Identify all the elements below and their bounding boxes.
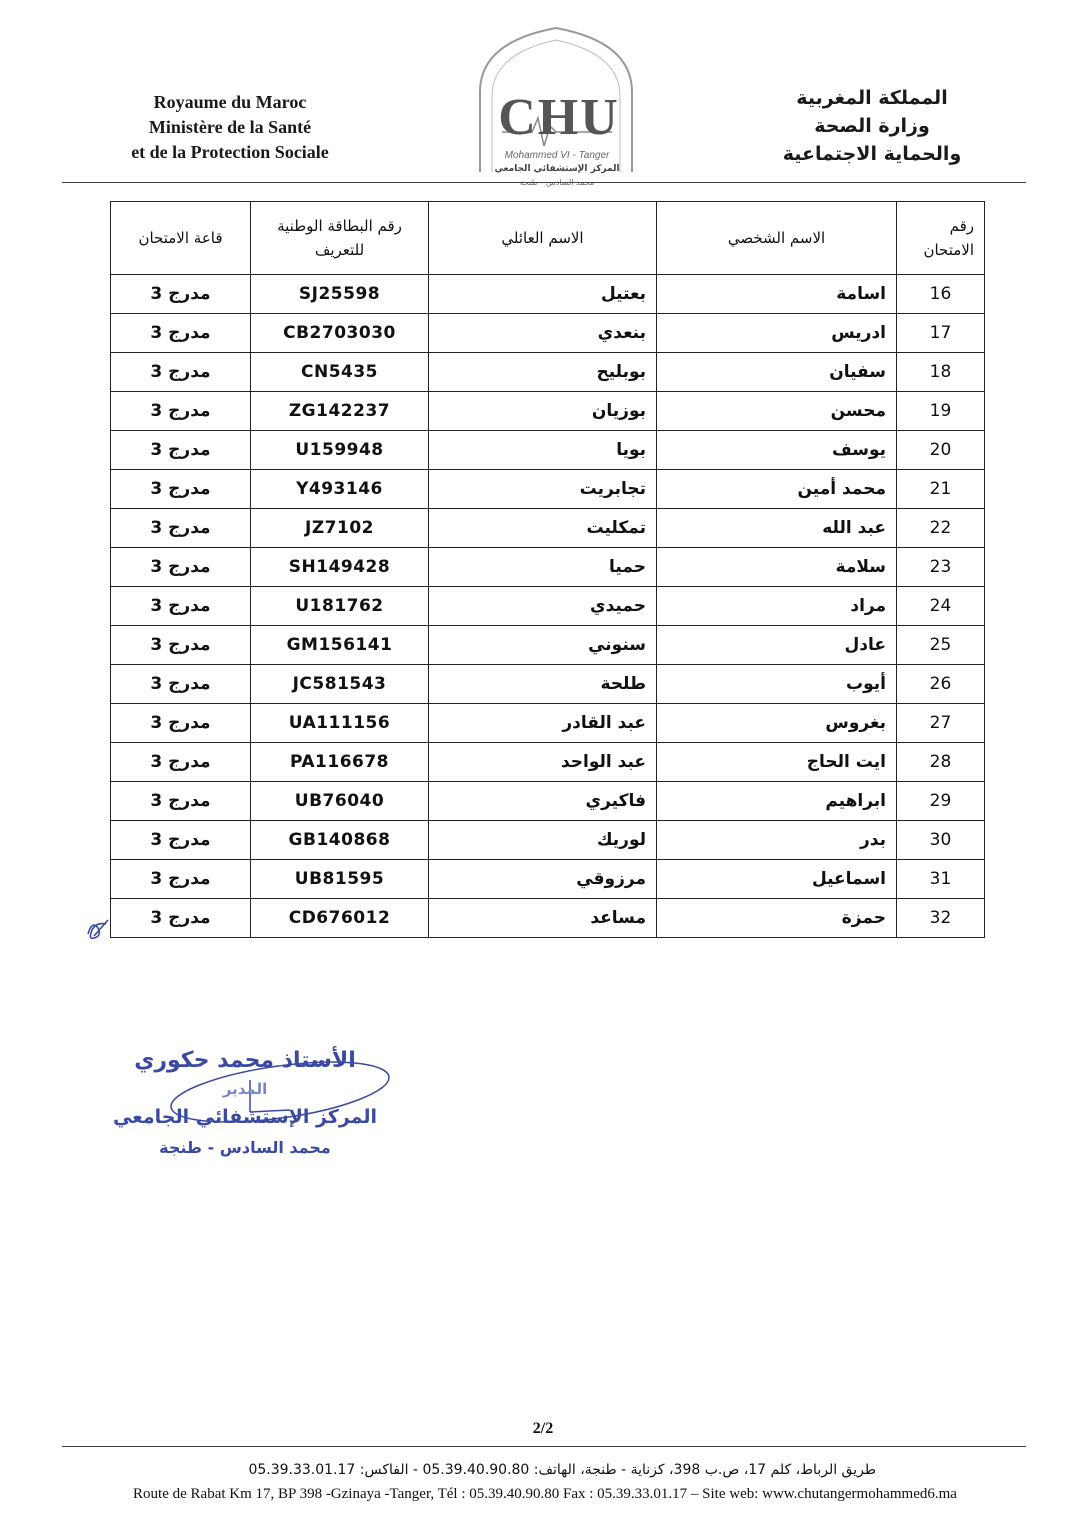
cell-cin: GM156141 — [251, 626, 429, 665]
table-row — [111, 860, 985, 899]
header-first-name: الاسم الشخصي — [657, 202, 897, 275]
cell-cin: CN5435 — [251, 353, 429, 392]
cell-last-name: عبد الواحد — [429, 743, 657, 782]
header-ar-ministry-cont: والحماية الاجتماعية — [782, 143, 962, 165]
header-ar-country: المملكة المغربية — [796, 87, 948, 109]
cell-exam-number: 28 — [897, 743, 985, 782]
header-fr-country: Royaume du Maroc — [153, 92, 307, 112]
cell-first-name: ادريس — [657, 314, 897, 353]
cell-last-name: تجابريت — [429, 470, 657, 509]
cell-cin: ZG142237 — [251, 392, 429, 431]
cell-exam-hall: مدرج 3 — [111, 704, 251, 743]
cell-last-name: سنوني — [429, 626, 657, 665]
cell-cin: GB140868 — [251, 821, 429, 860]
cell-exam-hall: مدرج 3 — [111, 314, 251, 353]
footer-address-arabic: طريق الرباط، كلم 17، ص.ب 398، كزناية - طنجة، الهاتف: 05.39.40.90.80 - الفاكس: 05.39.33.01.17 — [248, 1462, 876, 1478]
cell-first-name: يوسف — [657, 431, 897, 470]
logo-wordmark: CHU — [498, 89, 620, 146]
cell-exam-hall: مدرج 3 — [111, 665, 251, 704]
cell-exam-hall: مدرج 3 — [111, 275, 251, 314]
cell-first-name: أيوب — [657, 665, 897, 704]
cell-first-name: ابراهيم — [657, 782, 897, 821]
cell-exam-number: 25 — [897, 626, 985, 665]
cell-exam-hall: مدرج 3 — [111, 743, 251, 782]
header-fr-ministry: Ministère de la Santé — [148, 117, 312, 137]
table-row — [111, 392, 985, 431]
header-cin: رقم البطاقة الوطنية للتعريف — [251, 202, 429, 275]
cell-cin: UB81595 — [251, 860, 429, 899]
candidates-table — [110, 201, 985, 938]
stamp-director-name: الأستاذ محمد حكوري — [134, 1048, 356, 1073]
cell-last-name: بويا — [429, 431, 657, 470]
footer-address-french: Route de Rabat Km 17, BP 398 -Gzinaya -Tanger, Tél : 05.39.40.90.80 Fax : 05.39.33.01.17 – Site web: www.chutangermohammed6.ma — [133, 1486, 957, 1502]
cell-cin: JZ7102 — [251, 509, 429, 548]
cell-exam-hall: مدرج 3 — [111, 353, 251, 392]
cell-cin: JC581543 — [251, 665, 429, 704]
table-row — [111, 548, 985, 587]
table-row — [111, 899, 985, 938]
cell-cin: CD676012 — [251, 899, 429, 938]
header-exam-number: رقم الامتحان — [897, 202, 985, 275]
cell-exam-number: 21 — [897, 470, 985, 509]
cell-cin: SJ25598 — [251, 275, 429, 314]
table-header-row — [111, 202, 985, 275]
cell-exam-number: 27 — [897, 704, 985, 743]
cell-last-name: طلحة — [429, 665, 657, 704]
table-row — [111, 587, 985, 626]
cell-exam-number: 22 — [897, 509, 985, 548]
stamp-title: المدير — [222, 1080, 268, 1098]
table-row — [111, 704, 985, 743]
table-row — [111, 275, 985, 314]
cell-exam-number: 30 — [897, 821, 985, 860]
cell-last-name: بوزيان — [429, 392, 657, 431]
chu-logo — [472, 22, 640, 187]
cell-exam-number: 29 — [897, 782, 985, 821]
logo-arabic-name: المركز الإستشفائي الجامعي — [494, 164, 620, 174]
cell-cin: PA116678 — [251, 743, 429, 782]
cell-exam-number: 20 — [897, 431, 985, 470]
cell-first-name: ايت الحاج — [657, 743, 897, 782]
cell-first-name: اسامة — [657, 275, 897, 314]
cell-last-name: حميدي — [429, 587, 657, 626]
cell-exam-number: 32 — [897, 899, 985, 938]
cell-cin: UB76040 — [251, 782, 429, 821]
cell-first-name: سفيان — [657, 353, 897, 392]
table-row — [111, 782, 985, 821]
cell-cin: SH149428 — [251, 548, 429, 587]
cell-exam-hall: مدرج 3 — [111, 899, 251, 938]
cell-cin: UA111156 — [251, 704, 429, 743]
cell-first-name: بدر — [657, 821, 897, 860]
cell-cin: U181762 — [251, 587, 429, 626]
cell-exam-hall: مدرج 3 — [111, 548, 251, 587]
header-fr-ministry-cont: et de la Protection Sociale — [131, 142, 329, 162]
cell-exam-number: 17 — [897, 314, 985, 353]
cell-last-name: حميا — [429, 548, 657, 587]
cell-last-name: بنعدي — [429, 314, 657, 353]
cell-exam-hall: مدرج 3 — [111, 509, 251, 548]
stamp-institution: المركز الإستشفائي الجامعي — [112, 1106, 378, 1128]
cell-last-name: فاكيري — [429, 782, 657, 821]
stamp-city: محمد السادس - طنجة — [159, 1138, 331, 1157]
cell-exam-number: 26 — [897, 665, 985, 704]
header-ar-ministry: وزارة الصحة — [814, 115, 930, 137]
logo-arabic-city: محمد السادس - طنجة — [519, 178, 595, 187]
cell-first-name: اسماعيل — [657, 860, 897, 899]
table-row — [111, 314, 985, 353]
cell-exam-number: 24 — [897, 587, 985, 626]
cell-exam-number: 16 — [897, 275, 985, 314]
director-stamp — [100, 1040, 390, 1170]
cell-exam-hall: مدرج 3 — [111, 626, 251, 665]
cell-exam-number: 18 — [897, 353, 985, 392]
table-row — [111, 509, 985, 548]
cell-first-name: مراد — [657, 587, 897, 626]
cell-cin: CB2703030 — [251, 314, 429, 353]
header-divider — [62, 182, 1026, 183]
cell-last-name: بعتيل — [429, 275, 657, 314]
page-number: 2/2 — [532, 1420, 554, 1437]
cell-exam-hall: مدرج 3 — [111, 392, 251, 431]
table-row — [111, 353, 985, 392]
cell-exam-hall: مدرج 3 — [111, 782, 251, 821]
cell-last-name: مرزوقي — [429, 860, 657, 899]
cell-last-name: بوبليح — [429, 353, 657, 392]
cell-first-name: حمزة — [657, 899, 897, 938]
header-last-name: الاسم العائلي — [429, 202, 657, 275]
table-row — [111, 470, 985, 509]
cell-last-name: عبد القادر — [429, 704, 657, 743]
table-row — [111, 626, 985, 665]
cell-cin: Y493146 — [251, 470, 429, 509]
table-row — [111, 821, 985, 860]
cell-exam-hall: مدرج 3 — [111, 470, 251, 509]
cell-first-name: سلامة — [657, 548, 897, 587]
logo-subtitle: Mohammed VI - Tanger — [504, 150, 610, 161]
cell-last-name: مساعد — [429, 899, 657, 938]
cell-cin: U159948 — [251, 431, 429, 470]
cell-first-name: محسن — [657, 392, 897, 431]
cell-exam-number: 19 — [897, 392, 985, 431]
table-row — [111, 431, 985, 470]
footer-divider — [62, 1446, 1026, 1447]
header-french — [100, 90, 360, 165]
cell-exam-hall: مدرج 3 — [111, 587, 251, 626]
header-exam-hall: قاعة الامتحان — [111, 202, 251, 275]
cell-exam-number: 23 — [897, 548, 985, 587]
cell-first-name: بغروس — [657, 704, 897, 743]
checkmark-signature-icon — [84, 914, 112, 944]
table-row — [111, 665, 985, 704]
cell-exam-hall: مدرج 3 — [111, 860, 251, 899]
cell-first-name: عادل — [657, 626, 897, 665]
cell-exam-hall: مدرج 3 — [111, 821, 251, 860]
cell-first-name: عبد الله — [657, 509, 897, 548]
header-arabic — [752, 84, 992, 168]
cell-last-name: تمكليت — [429, 509, 657, 548]
cell-exam-number: 31 — [897, 860, 985, 899]
cell-exam-hall: مدرج 3 — [111, 431, 251, 470]
cell-last-name: لوريك — [429, 821, 657, 860]
table-row — [111, 743, 985, 782]
cell-first-name: محمد أمين — [657, 470, 897, 509]
